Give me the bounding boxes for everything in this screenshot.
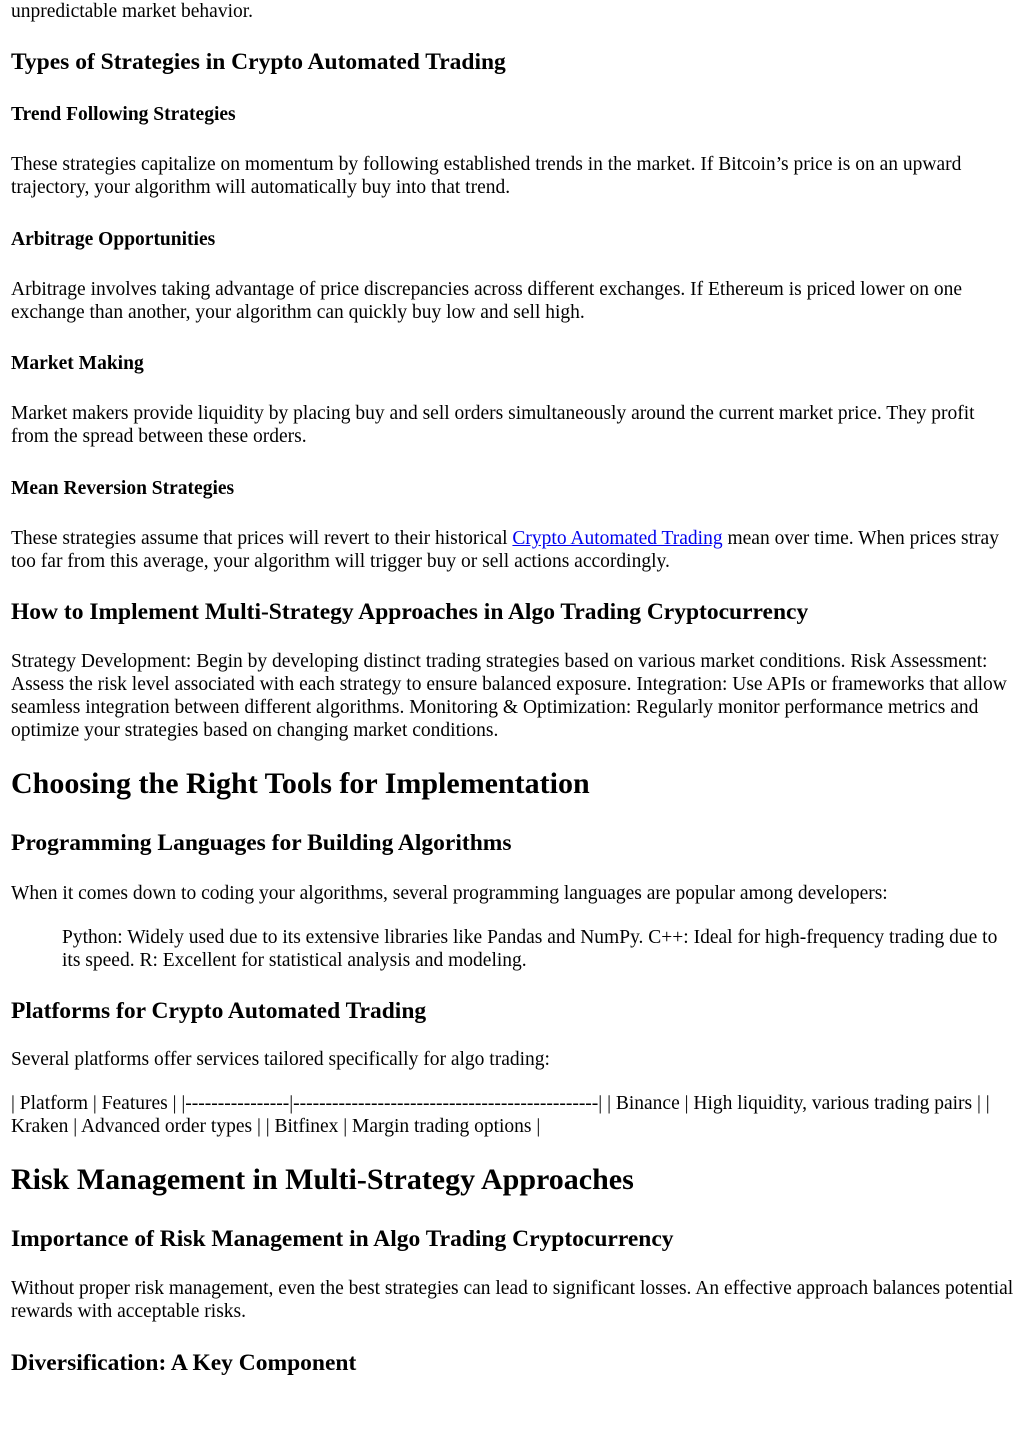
languages-text: When it comes down to coding your algorithms, several programming languages are popular among developers: [11, 883, 888, 904]
trend-heading: Trend Following Strategies [11, 104, 236, 125]
mean-reversion-text-after: mean over time. When prices stray too far from this average, your algorithm will trigger buy or sell actions accordingly. [11, 528, 999, 572]
arbitrage-heading: Arbitrage Opportunities [11, 229, 216, 250]
risk-heading: Risk Management in Multi-Strategy Approaches [11, 1163, 634, 1196]
platforms-text: Several platforms offer services tailored specifically for algo trading: [11, 1049, 550, 1070]
implement-text: Strategy Development: Begin by developing distinct trading strategies based on various market conditions. Risk Assessment: Assess the risk level associated with each strategy to ensure balanced exposure. Integration: Use APIs or frameworks that allow seamless integration between different algorithms. Monitoring & Optimization: Regularly monitor performance metrics and optimize your strategies based on changing market conditions. [11, 651, 1007, 741]
diversification-heading: Diversification: A Key Component [11, 1350, 357, 1376]
trend-text: These strategies capitalize on momentum by following established trends in the market. If Bitcoin’s price is on an upward trajectory, your algorithm will automatically buy into that trend. [11, 154, 962, 198]
languages-quote: Python: Widely used due to its extensive libraries like Pandas and NumPy. C++: Ideal for high-frequency trading due to its speed. R: Excellent for statistical analysis and modeling. [62, 927, 998, 971]
risk-importance-text: Without proper risk management, even the best strategies can lead to significant losses. An effective approach balances potential rewards with acceptable risks. [11, 1278, 1014, 1322]
crypto-automated-trading-link[interactable]: Crypto Automated Trading [512, 528, 723, 549]
risk-importance-heading: Importance of Risk Management in Algo Trading Cryptocurrency [11, 1226, 674, 1252]
mean-reversion-heading: Mean Reversion Strategies [11, 478, 235, 499]
market-making-text: Market makers provide liquidity by placing buy and sell orders simultaneously around the current market price. They profit from the spread between these orders. [11, 403, 975, 447]
intro-tail-text: unpredictable market behavior. [11, 1, 254, 22]
types-heading: Types of Strategies in Crypto Automated Trading [11, 49, 506, 75]
implement-heading: How to Implement Multi-Strategy Approaches in Algo Trading Cryptocurrency [11, 599, 809, 625]
languages-heading: Programming Languages for Building Algorithms [11, 830, 512, 856]
platforms-table-text: | Platform | Features | |----------------|-----------------------------------------------| | Binance | High liquidity, various trading pairs | | Kraken | Advanced order types | | Bitfinex | Margin trading options | [11, 1093, 990, 1137]
mean-reversion-text-before: These strategies assume that prices will revert to their historical [11, 528, 513, 549]
market-making-heading: Market Making [11, 353, 144, 374]
tools-heading: Choosing the Right Tools for Implementation [11, 767, 590, 800]
mean-reversion-text [11, 527, 1015, 573]
arbitrage-text: Arbitrage involves taking advantage of price discrepancies across different exchanges. If Ethereum is priced lower on one exchange than another, your algorithm can quickly buy low and sell high. [11, 279, 962, 323]
platforms-heading: Platforms for Crypto Automated Trading [11, 998, 427, 1024]
